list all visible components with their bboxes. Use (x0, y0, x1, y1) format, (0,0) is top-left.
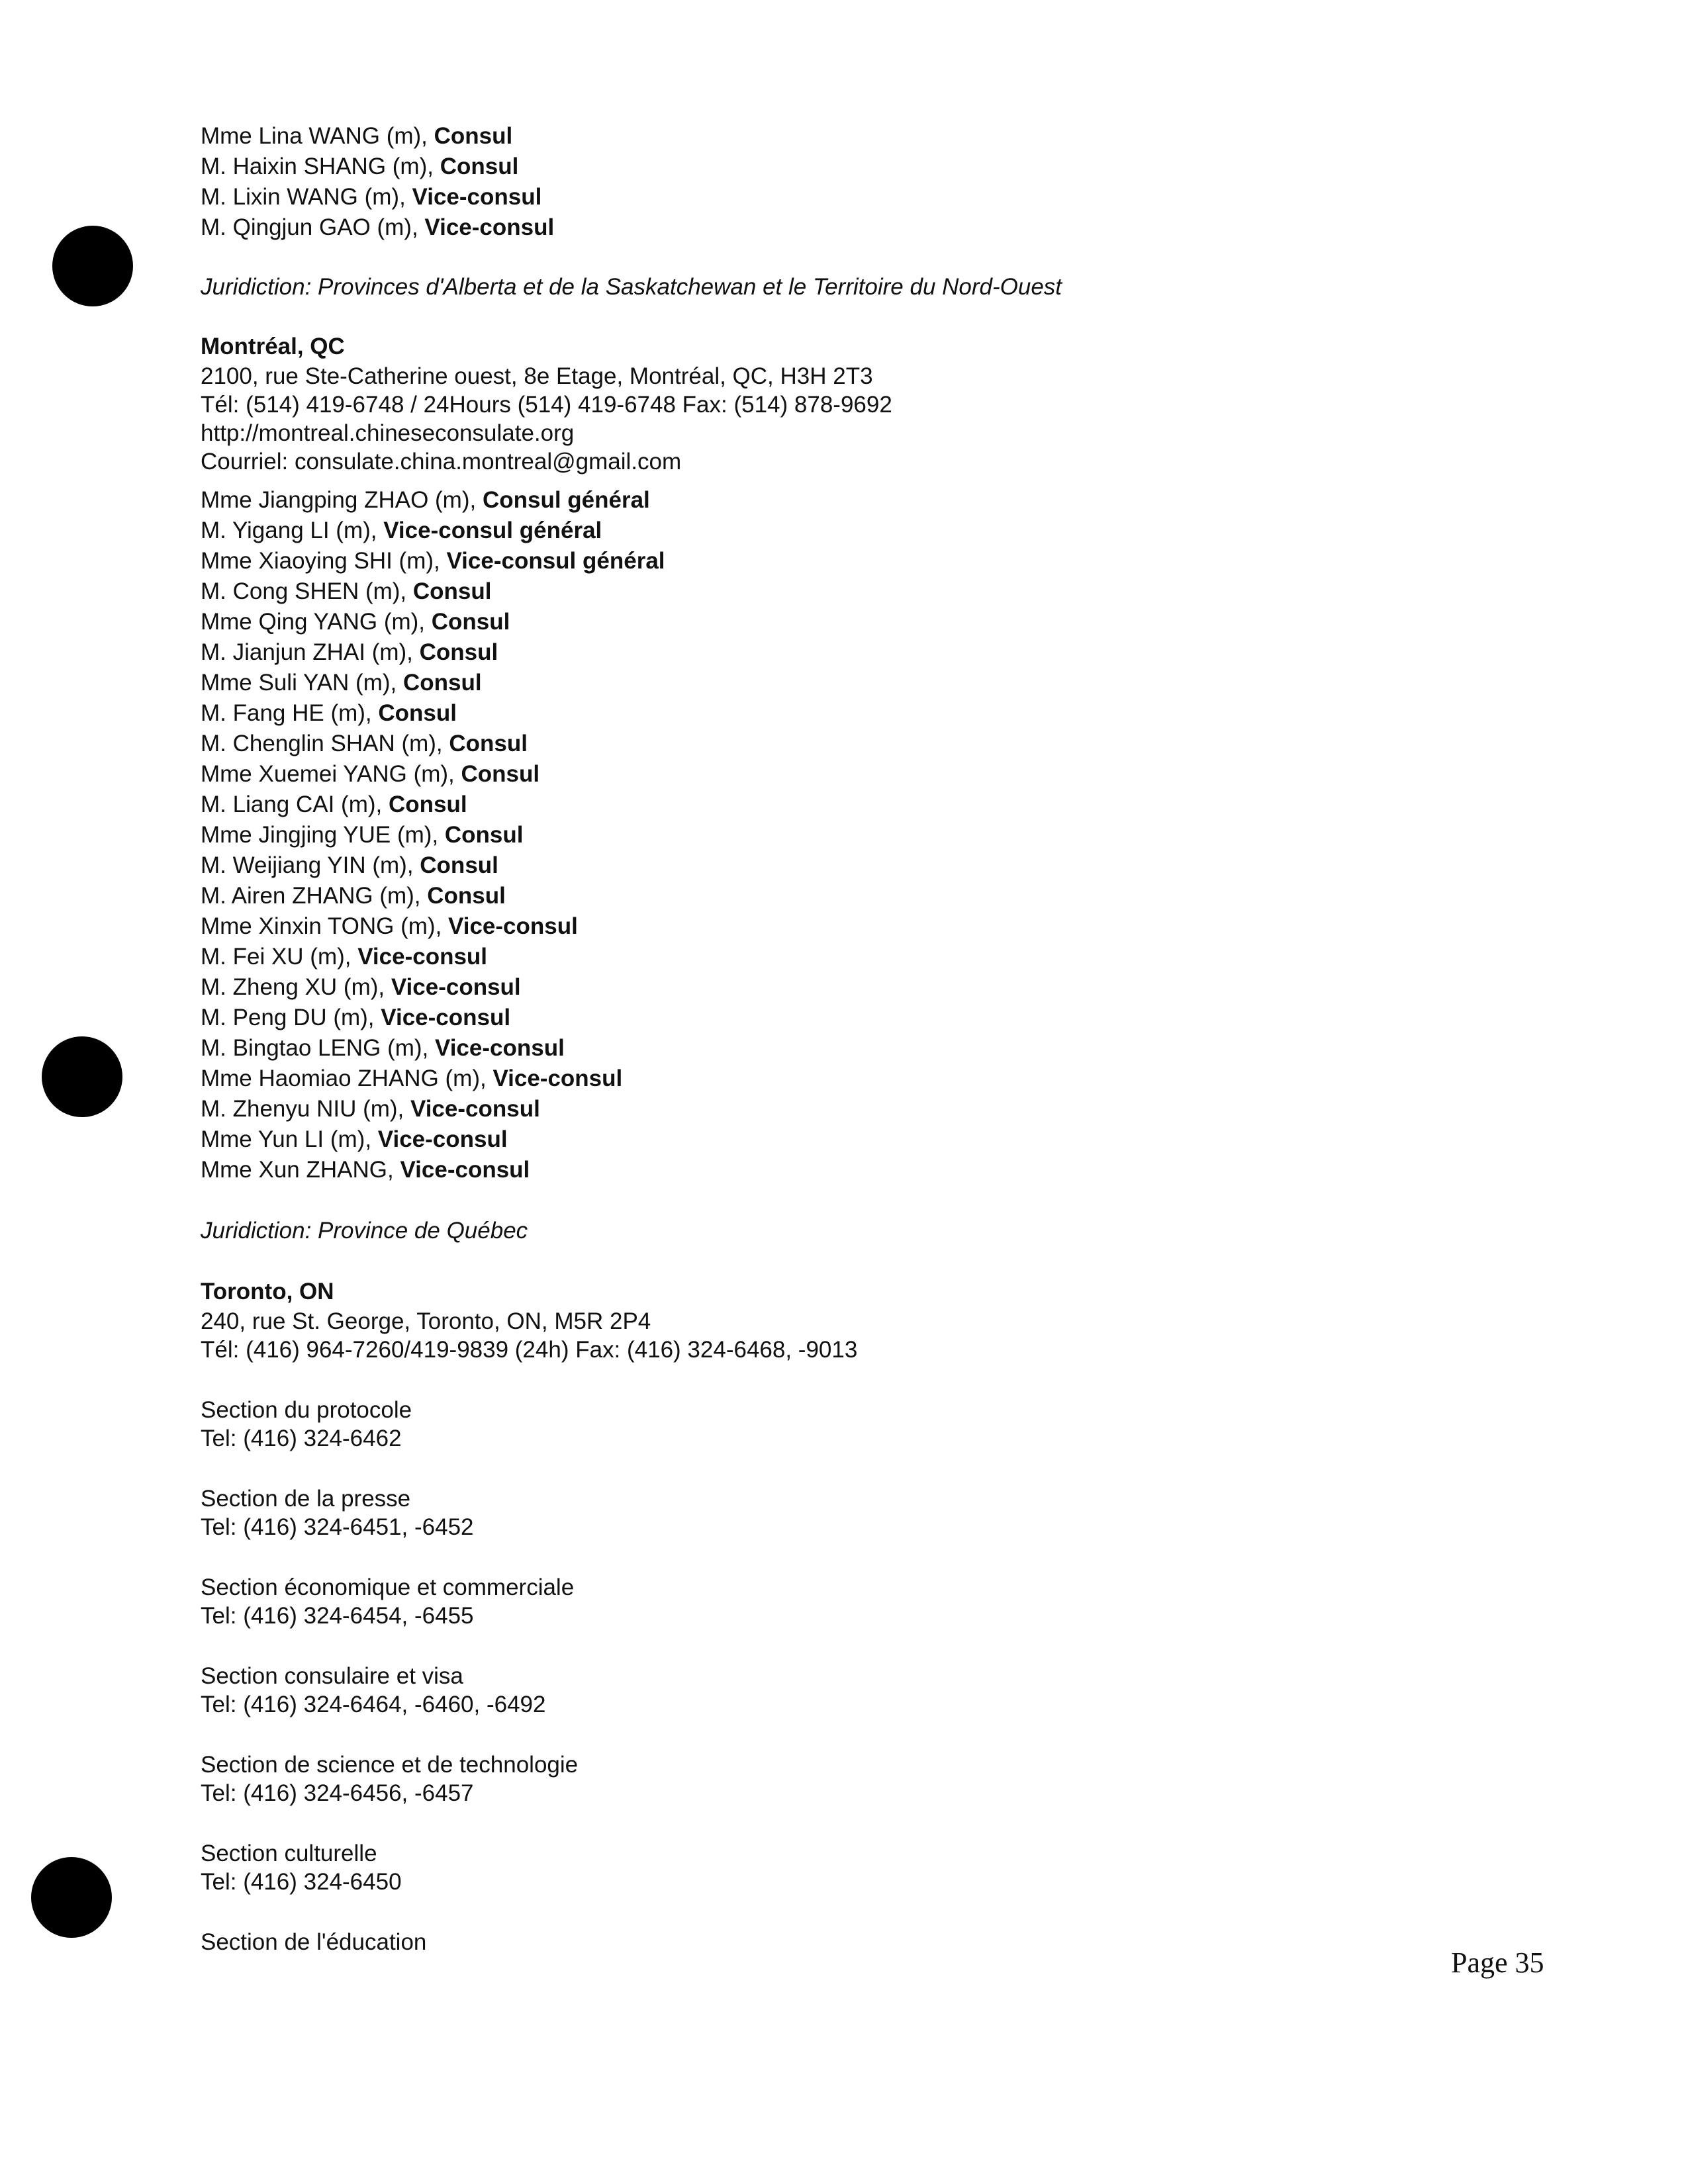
staff-entry: Mme Lina WANG (m), Consul (201, 123, 513, 149)
staff-entry: Mme Xuemei YANG (m), Consul (201, 761, 540, 787)
staff-entry: Mme Yun LI (m), Vice-consul (201, 1126, 508, 1152)
montreal-website: http://montreal.chineseconsulate.org (201, 420, 575, 446)
staff-entry: M. Peng DU (m), Vice-consul (201, 1005, 511, 1030)
department-phone: Tel: (416) 324-6456, -6457 (201, 1780, 474, 1806)
staff-entry: Mme Jiangping ZHAO (m), Consul général (201, 487, 650, 513)
montreal-heading: Montréal, QC (201, 334, 345, 359)
staff-entry: M. Lixin WANG (m), Vice-consul (201, 184, 542, 210)
department-name: Section de l'éducation (201, 1929, 427, 1955)
montreal-staff-list (201, 485, 1458, 1185)
staff-entry: Mme Xiaoying SHI (m), Vice-consul général (201, 548, 665, 574)
montreal-address: 2100, rue Ste-Catherine ouest, 8e Etage, Montréal, QC, H3H 2T3 (201, 363, 873, 389)
department-name: Section économique et commerciale (201, 1574, 575, 1600)
department-phone: Tel: (416) 324-6451, -6452 (201, 1514, 474, 1540)
jurisdiction-west: Juridiction: Provinces d'Alberta et de la Saskatchewan et le Territoire du Nord-Ouest (201, 274, 1062, 300)
montreal-jurisdiction: Juridiction: Province de Québec (201, 1218, 528, 1244)
department-name: Section culturelle (201, 1841, 377, 1866)
toronto-section (201, 1277, 1458, 1956)
staff-entry: Mme Xinxin TONG (m), Vice-consul (201, 913, 578, 939)
staff-entry: M. Yigang LI (m), Vice-consul général (201, 518, 602, 543)
department-name: Section du protocole (201, 1397, 412, 1423)
toronto-department (201, 1928, 1458, 1956)
toronto-heading: Toronto, ON (201, 1279, 334, 1304)
staff-entry: M. Haixin SHANG (m), Consul (201, 154, 519, 179)
staff-entry: Mme Suli YAN (m), Consul (201, 670, 482, 696)
toronto-department (201, 1573, 1458, 1630)
page-number: Page 35 (1451, 1946, 1544, 1979)
staff-entry: Mme Haomiao ZHANG (m), Vice-consul (201, 1066, 623, 1091)
staff-entry: M. Weijiang YIN (m), Consul (201, 852, 498, 878)
staff-entry: M. Airen ZHANG (m), Consul (201, 883, 506, 909)
montreal-section (201, 332, 1458, 1246)
staff-entry: Mme Qing YANG (m), Consul (201, 609, 510, 635)
punch-hole-top (52, 226, 133, 306)
staff-entry: M. Fei XU (m), Vice-consul (201, 944, 488, 970)
punch-hole-middle (42, 1036, 122, 1117)
toronto-department (201, 1839, 1458, 1896)
staff-entry: M. Jianjun ZHAI (m), Consul (201, 639, 498, 665)
department-name: Section de la presse (201, 1486, 411, 1512)
montreal-phone: Tél: (514) 419-6748 / 24Hours (514) 419-6748 Fax: (514) 878-9692 (201, 392, 892, 418)
staff-entry: M. Liang CAI (m), Consul (201, 792, 467, 817)
department-phone: Tel: (416) 324-6450 (201, 1869, 402, 1895)
toronto-address: 240, rue St. George, Toronto, ON, M5R 2P4 (201, 1308, 651, 1334)
staff-entry: Mme Jingjing YUE (m), Consul (201, 822, 524, 848)
top-staff-list (201, 121, 1458, 243)
montreal-email: Courriel: consulate.china.montreal@gmail.com (201, 449, 682, 475)
toronto-department (201, 1662, 1458, 1719)
department-phone: Tel: (416) 324-6462 (201, 1426, 402, 1451)
staff-entry: M. Zheng XU (m), Vice-consul (201, 974, 521, 1000)
department-name: Section de science et de technologie (201, 1752, 579, 1778)
toronto-phone: Tél: (416) 964-7260/419-9839 (24h) Fax: (416) 324-6468, -9013 (201, 1337, 858, 1363)
staff-entry: M. Chenglin SHAN (m), Consul (201, 731, 528, 756)
document-body (201, 121, 1458, 1956)
staff-entry: Mme Xun ZHANG, Vice-consul (201, 1157, 530, 1183)
department-phone: Tel: (416) 324-6454, -6455 (201, 1603, 474, 1629)
toronto-department (201, 1484, 1458, 1541)
department-phone: Tel: (416) 324-6464, -6460, -6492 (201, 1692, 546, 1717)
staff-entry: M. Cong SHEN (m), Consul (201, 578, 492, 604)
staff-entry: M. Bingtao LENG (m), Vice-consul (201, 1035, 565, 1061)
toronto-department (201, 1396, 1458, 1453)
staff-entry: M. Zhenyu NIU (m), Vice-consul (201, 1096, 540, 1122)
department-name: Section consulaire et visa (201, 1663, 463, 1689)
toronto-department (201, 1751, 1458, 1807)
punch-hole-bottom (31, 1857, 112, 1938)
staff-entry: M. Fang HE (m), Consul (201, 700, 457, 726)
staff-entry: M. Qingjun GAO (m), Vice-consul (201, 214, 555, 240)
